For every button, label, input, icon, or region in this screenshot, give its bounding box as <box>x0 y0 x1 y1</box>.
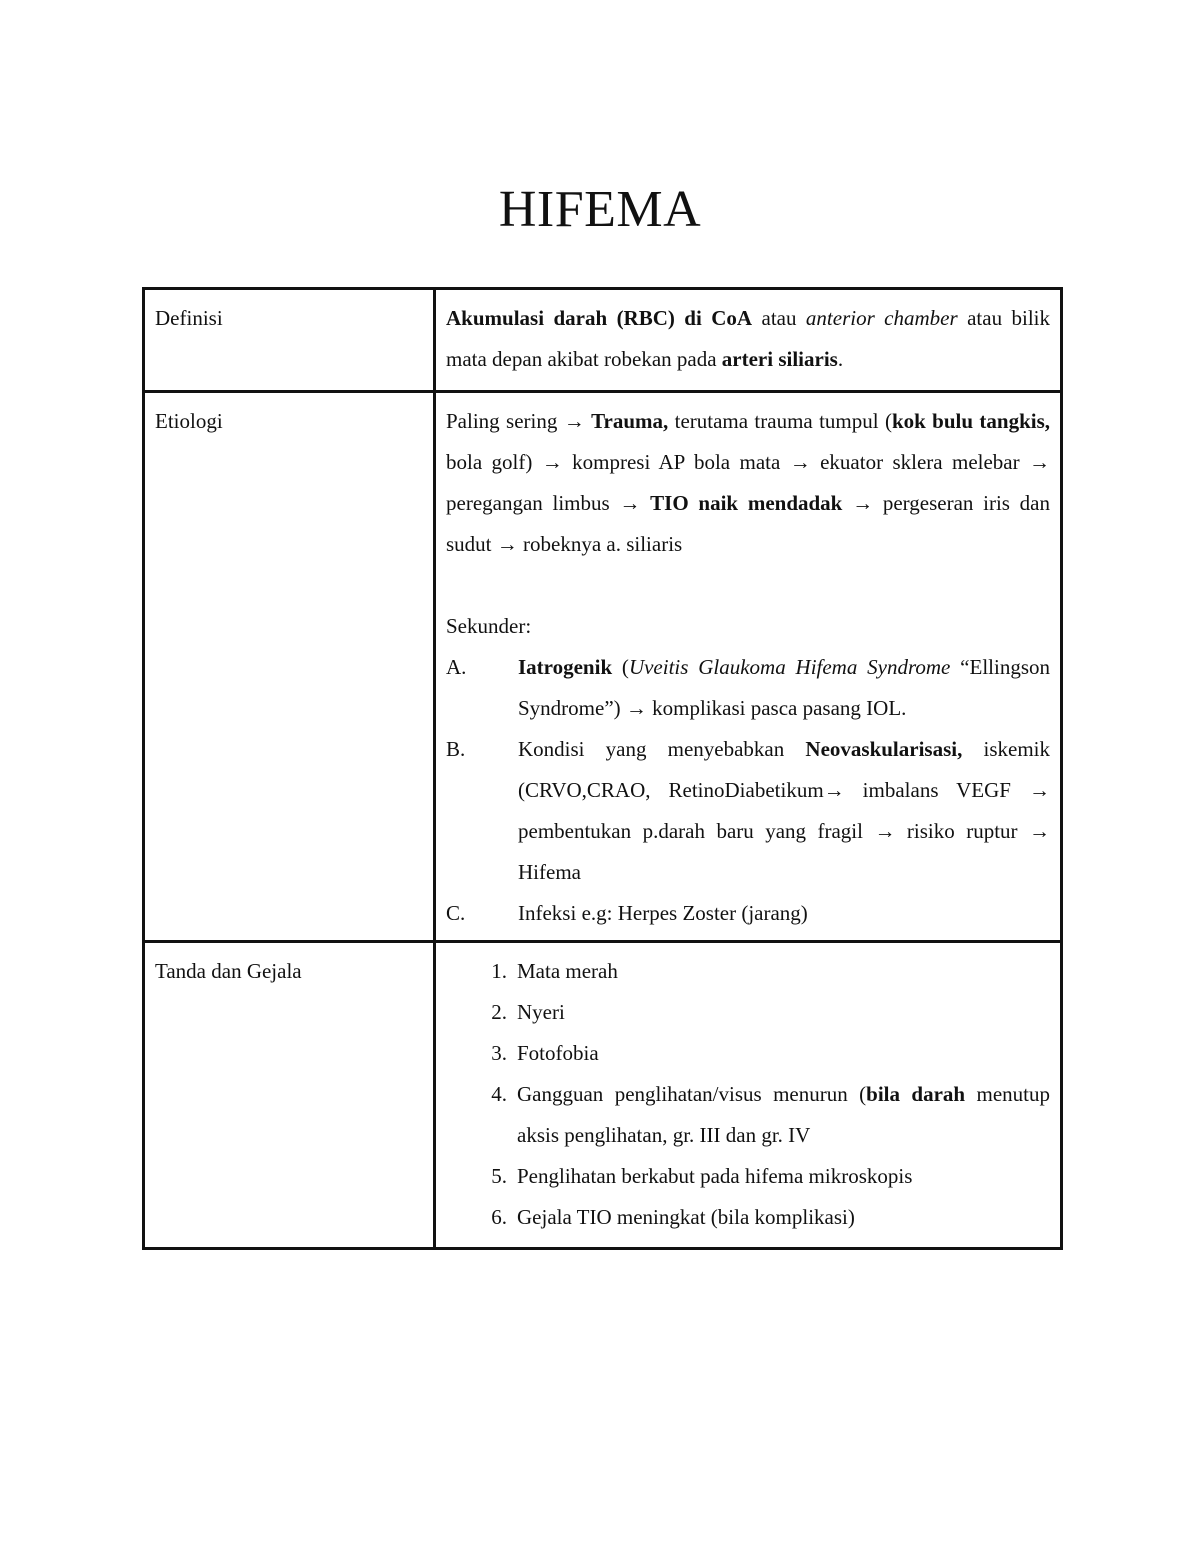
list-item <box>446 729 1050 893</box>
list-text: ( <box>612 655 629 679</box>
list-item <box>446 1156 1050 1197</box>
etiologi-text: → pergeseran iris dan sudut → robeknya a. siliaris <box>446 491 1051 556</box>
list-item-text: Fotofobia <box>517 1041 599 1065</box>
symptom-list <box>446 951 1050 1238</box>
list-item-body: Infeksi e.g: Herpes Zoster (jarang) <box>518 901 808 925</box>
list-item-text <box>517 1074 1050 1156</box>
etiologi-text: terutama trauma tumpul ( <box>668 409 892 433</box>
definisi-text: . <box>837 347 844 371</box>
list-number: 2. <box>491 1000 507 1024</box>
list-item <box>446 1033 1050 1074</box>
content-etiologi <box>435 392 1062 942</box>
list-item-text: Gejala TIO meningkat (bila komplikasi) <box>517 1205 855 1229</box>
list-bold-term: Neovaskularisasi, <box>805 737 963 761</box>
list-letter: B. <box>446 737 466 761</box>
spacer <box>446 565 1050 606</box>
etiologi-bold-term: Trauma, <box>591 409 669 433</box>
label-definisi: Definisi <box>144 289 435 392</box>
list-item-text: Penglihatan berkabut pada hifema mikroskopis <box>517 1164 913 1188</box>
list-item <box>446 992 1050 1033</box>
table-row-tanda-gejala <box>144 942 1062 1249</box>
etiologi-text: Paling sering <box>446 409 564 433</box>
list-item-body <box>518 729 1050 893</box>
list-text: Gangguan penglihatan/visus menurun ( <box>517 1082 867 1106</box>
definisi-bold-term: arteri siliaris <box>721 347 838 371</box>
list-text: “Ellingson Syndrome”) → komplikasi pasca pasang IOL. <box>518 655 1050 720</box>
list-item <box>446 951 1050 992</box>
list-item <box>446 647 1050 729</box>
etiologi-primary-paragraph <box>446 401 1050 565</box>
list-text: Kondisi yang menyebabkan <box>518 737 806 761</box>
page-title: HIFEMA <box>498 181 702 238</box>
list-item <box>446 1197 1050 1238</box>
etiologi-bold-term: kok bulu tangkis, <box>891 409 1051 433</box>
list-bold-term: Iatrogenik <box>518 655 613 679</box>
list-number: 1. <box>491 959 507 983</box>
list-item-text: Mata merah <box>517 959 618 983</box>
definisi-text: atau bilik mata depan akibat robekan pada <box>446 306 1050 371</box>
list-item <box>446 893 1050 934</box>
list-letter: C. <box>446 901 466 925</box>
definisi-italic-term: anterior chamber <box>805 306 958 330</box>
table-row-etiologi <box>144 392 1062 942</box>
list-number: 5. <box>491 1164 507 1188</box>
definisi-text: atau <box>752 306 806 330</box>
list-number: 3. <box>491 1041 507 1065</box>
label-tanda-gejala: Tanda dan Gejala <box>144 942 435 1249</box>
list-italic-term: Uveitis Glaukoma Hifema Syndrome <box>628 655 951 679</box>
content-definisi <box>435 289 1062 392</box>
list-number: 6. <box>491 1205 507 1229</box>
secondary-heading: Sekunder: <box>446 614 532 638</box>
list-text: iskemik (CRVO,CRAO, RetinoDiabetikum→ imbalans VEGF → pembentukan p.darah baru yang fragil → risiko ruptur → Hifema <box>518 737 1050 884</box>
list-number: 4. <box>491 1082 507 1106</box>
list-text: menutup aksis penglihatan, gr. III dan gr. IV <box>517 1082 1050 1147</box>
list-item-text: Nyeri <box>517 1000 565 1024</box>
list-bold-term: bila darah <box>866 1082 966 1106</box>
definisi-paragraph <box>446 298 1050 380</box>
arrow-icon: → <box>563 409 585 433</box>
list-item-body <box>518 647 1050 729</box>
list-item <box>446 1074 1050 1156</box>
content-tanda-gejala <box>435 942 1062 1249</box>
definisi-bold-term: Akumulasi darah (RBC) di CoA <box>446 306 753 330</box>
etiologi-bold-term: TIO naik mendadak <box>650 491 843 515</box>
table-row-definisi <box>144 289 1062 392</box>
hifema-table <box>142 287 1063 1250</box>
list-letter: A. <box>446 655 467 679</box>
label-etiologi: Etiologi <box>144 392 435 942</box>
etiologi-text: bola golf) → kompresi AP bola mata → ekuator sklera melebar → peregangan limbus → <box>446 450 1050 515</box>
